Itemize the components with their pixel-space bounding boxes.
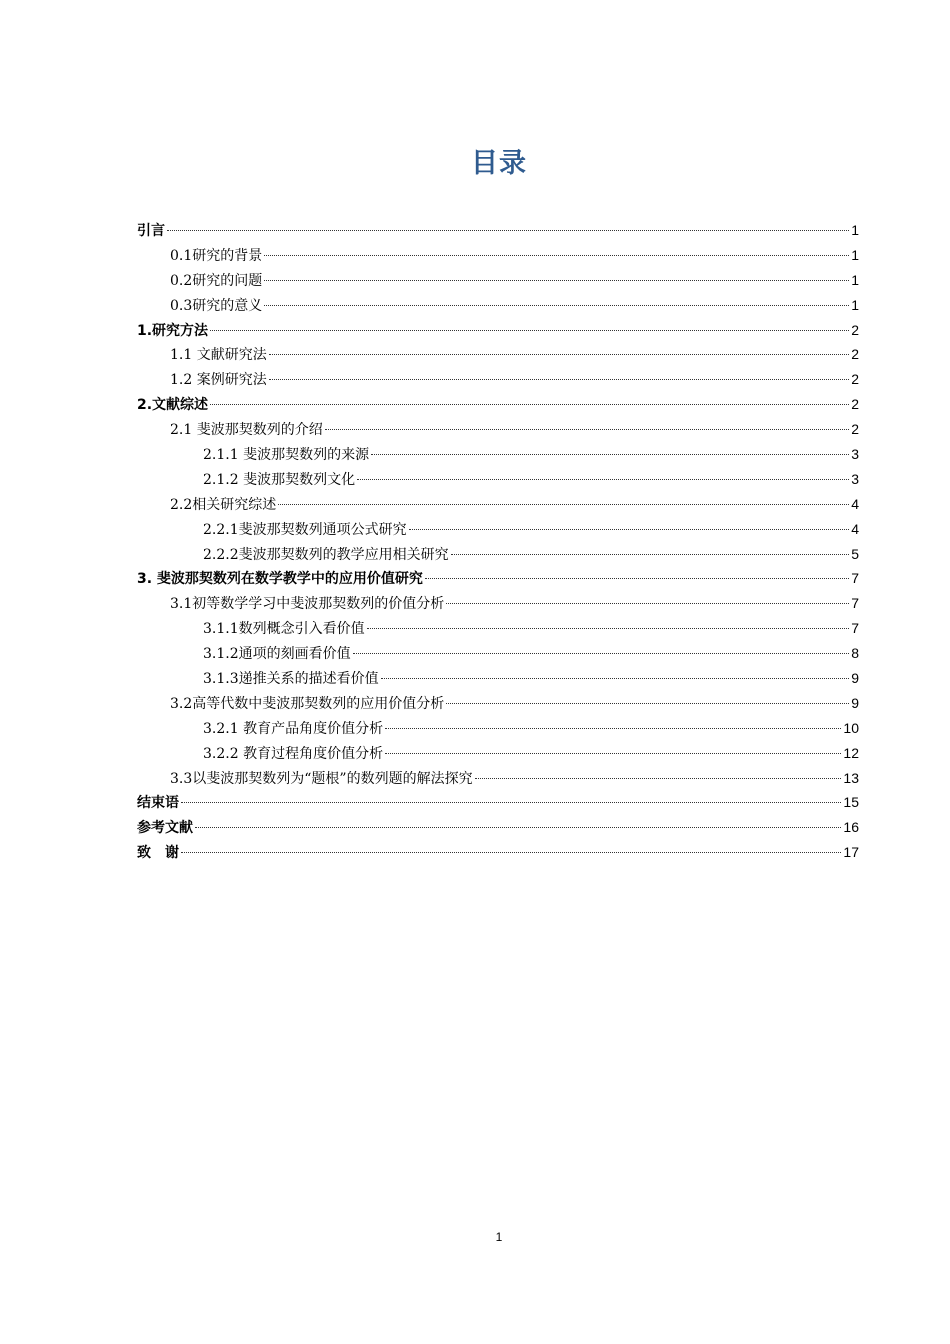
toc-entry[interactable] — [137, 517, 859, 542]
toc-entry[interactable] — [137, 467, 859, 492]
toc-entry-page-number: 16 — [843, 819, 859, 836]
page-title: 目录 — [471, 148, 527, 179]
toc-entry-page-number: 10 — [843, 719, 859, 736]
toc-entry-title: 2.文献综述 — [137, 397, 209, 414]
toc-dot-leader — [367, 628, 850, 629]
toc-entry-title: 参考文献 — [137, 820, 193, 837]
toc-dot-leader — [269, 379, 849, 380]
toc-entry[interactable] — [137, 318, 859, 343]
toc-entry[interactable] — [137, 542, 859, 567]
toc-dot-leader — [181, 852, 841, 853]
toc-dot-leader — [210, 330, 849, 331]
toc-entry-title: 3.1初等数学学习中斐波那契数列的价值分析 — [170, 596, 445, 613]
toc-entry-title: 2.2.2斐波那契数列的教学应用相关研究 — [203, 546, 449, 563]
toc-entry[interactable] — [137, 666, 859, 691]
toc-entry-title: 3.1.1数列概念引入看价值 — [203, 621, 365, 638]
toc-entry-title: 3.2高等代数中斐波那契数列的应用价值分析 — [170, 695, 445, 712]
toc-entry-title: 3.3以斐波那契数列为“题根”的数列题的解法探究 — [170, 770, 473, 787]
toc-entry[interactable] — [137, 591, 859, 616]
toc-entry-page-number: 2 — [851, 371, 859, 388]
toc-entry-title: 2.1.2 斐波那契数列文化 — [203, 471, 356, 488]
toc-dot-leader — [264, 305, 849, 306]
toc-entry-page-number: 9 — [851, 670, 859, 687]
toc-entry[interactable] — [137, 566, 859, 591]
toc-dot-leader — [264, 280, 849, 281]
toc-dot-leader — [195, 827, 841, 828]
toc-entry[interactable] — [137, 641, 859, 666]
toc-dot-leader — [385, 728, 841, 729]
toc-dot-leader — [446, 603, 849, 604]
toc-dot-leader — [357, 479, 849, 480]
toc-entry-page-number: 4 — [851, 495, 859, 512]
toc-entry-page-number: 12 — [843, 744, 859, 761]
toc-entry-page-number: 13 — [843, 769, 859, 786]
toc-entry-title: 2.1 斐波那契数列的介绍 — [170, 422, 323, 439]
toc-entry-page-number: 7 — [851, 570, 859, 587]
toc-entry-page-number: 2 — [851, 346, 859, 363]
toc-entry[interactable] — [137, 442, 859, 467]
toc-entry-page-number: 3 — [851, 470, 859, 487]
toc-entry-title: 0.3研究的意义 — [170, 297, 263, 314]
toc-entry[interactable] — [137, 790, 859, 815]
toc-entry-page-number: 5 — [851, 545, 859, 562]
toc-entry-page-number: 17 — [843, 844, 859, 861]
toc-dot-leader — [409, 529, 850, 530]
toc-entry-title: 引言 — [137, 223, 165, 239]
toc-dot-leader — [425, 578, 849, 579]
toc-entry[interactable] — [137, 218, 859, 243]
toc-entry-title: 0.2研究的问题 — [170, 272, 263, 289]
toc-dot-leader — [269, 354, 849, 355]
toc-dot-leader — [278, 504, 849, 505]
toc-entry[interactable] — [137, 268, 859, 293]
toc-entry-title: 3.2.2 教育过程角度价值分析 — [203, 745, 384, 762]
toc-entry-page-number: 3 — [851, 446, 859, 463]
toc-entry-title: 2.2相关研究综述 — [170, 496, 277, 513]
toc-entry-page-number: 4 — [851, 520, 859, 537]
toc-dot-leader — [325, 429, 849, 430]
toc-entry-page-number: 7 — [851, 620, 859, 637]
toc-entry-title: 1.1 文献研究法 — [170, 347, 267, 364]
page-number: 1 — [495, 1230, 503, 1244]
toc-entry-title: 3.1.3递推关系的描述看价值 — [203, 671, 379, 688]
toc-entry-title: 结束语 — [137, 795, 179, 812]
toc-dot-leader — [181, 802, 841, 803]
toc-entry-title: 0.1研究的背景 — [170, 247, 263, 264]
toc-entry[interactable] — [137, 716, 859, 741]
toc-entry-page-number: 2 — [851, 396, 859, 413]
toc-dot-leader — [446, 703, 849, 704]
toc-entry[interactable] — [137, 691, 859, 716]
toc-entry[interactable] — [137, 616, 859, 641]
toc-entry[interactable] — [137, 815, 859, 840]
toc-dot-leader — [475, 778, 842, 779]
toc-entry-page-number: 2 — [851, 421, 859, 438]
toc-dot-leader — [371, 454, 849, 455]
toc-entry-title: 致 谢 — [137, 845, 179, 862]
toc-entry-page-number: 9 — [851, 694, 859, 711]
toc-entry[interactable] — [137, 840, 859, 865]
toc-entry-title: 3. 斐波那契数列在数学教学中的应用价值研究 — [137, 571, 423, 588]
toc-entry[interactable] — [137, 741, 859, 766]
toc-entry[interactable] — [137, 293, 859, 318]
toc-dot-leader — [451, 554, 850, 555]
toc-entry[interactable] — [137, 492, 859, 517]
toc-entry-title: 1.2 案例研究法 — [170, 372, 267, 389]
toc-entry-title: 1.研究方法 — [137, 322, 209, 339]
toc-entry-title: 3.2.1 教育产品角度价值分析 — [203, 720, 384, 737]
toc-dot-leader — [353, 653, 850, 654]
toc-entry-title: 2.1.1 斐波那契数列的来源 — [203, 447, 370, 464]
toc-dot-leader — [385, 753, 841, 754]
toc-entry[interactable] — [137, 766, 859, 791]
toc-dot-leader — [381, 678, 850, 679]
toc-entry-page-number: 1 — [851, 296, 859, 313]
toc-entry-page-number: 1 — [851, 222, 859, 238]
toc-dot-leader — [210, 404, 849, 405]
toc-entry[interactable] — [137, 367, 859, 392]
toc-entry-title: 2.2.1斐波那契数列通项公式研究 — [203, 521, 407, 538]
toc-dot-leader — [167, 230, 849, 231]
toc-entry[interactable] — [137, 417, 859, 442]
toc-entry[interactable] — [137, 342, 859, 367]
toc-entry[interactable] — [137, 392, 859, 417]
toc-entry[interactable] — [137, 243, 859, 268]
toc-entry-page-number: 7 — [851, 595, 859, 612]
table-of-contents — [137, 218, 859, 865]
toc-entry-page-number: 1 — [851, 271, 859, 288]
toc-entry-page-number: 15 — [843, 794, 859, 811]
toc-entry-page-number: 2 — [851, 321, 859, 338]
toc-entry-title: 3.1.2通项的刻画看价值 — [203, 646, 351, 663]
toc-entry-page-number: 8 — [851, 645, 859, 662]
toc-dot-leader — [264, 255, 849, 256]
toc-entry-page-number: 1 — [851, 246, 859, 263]
